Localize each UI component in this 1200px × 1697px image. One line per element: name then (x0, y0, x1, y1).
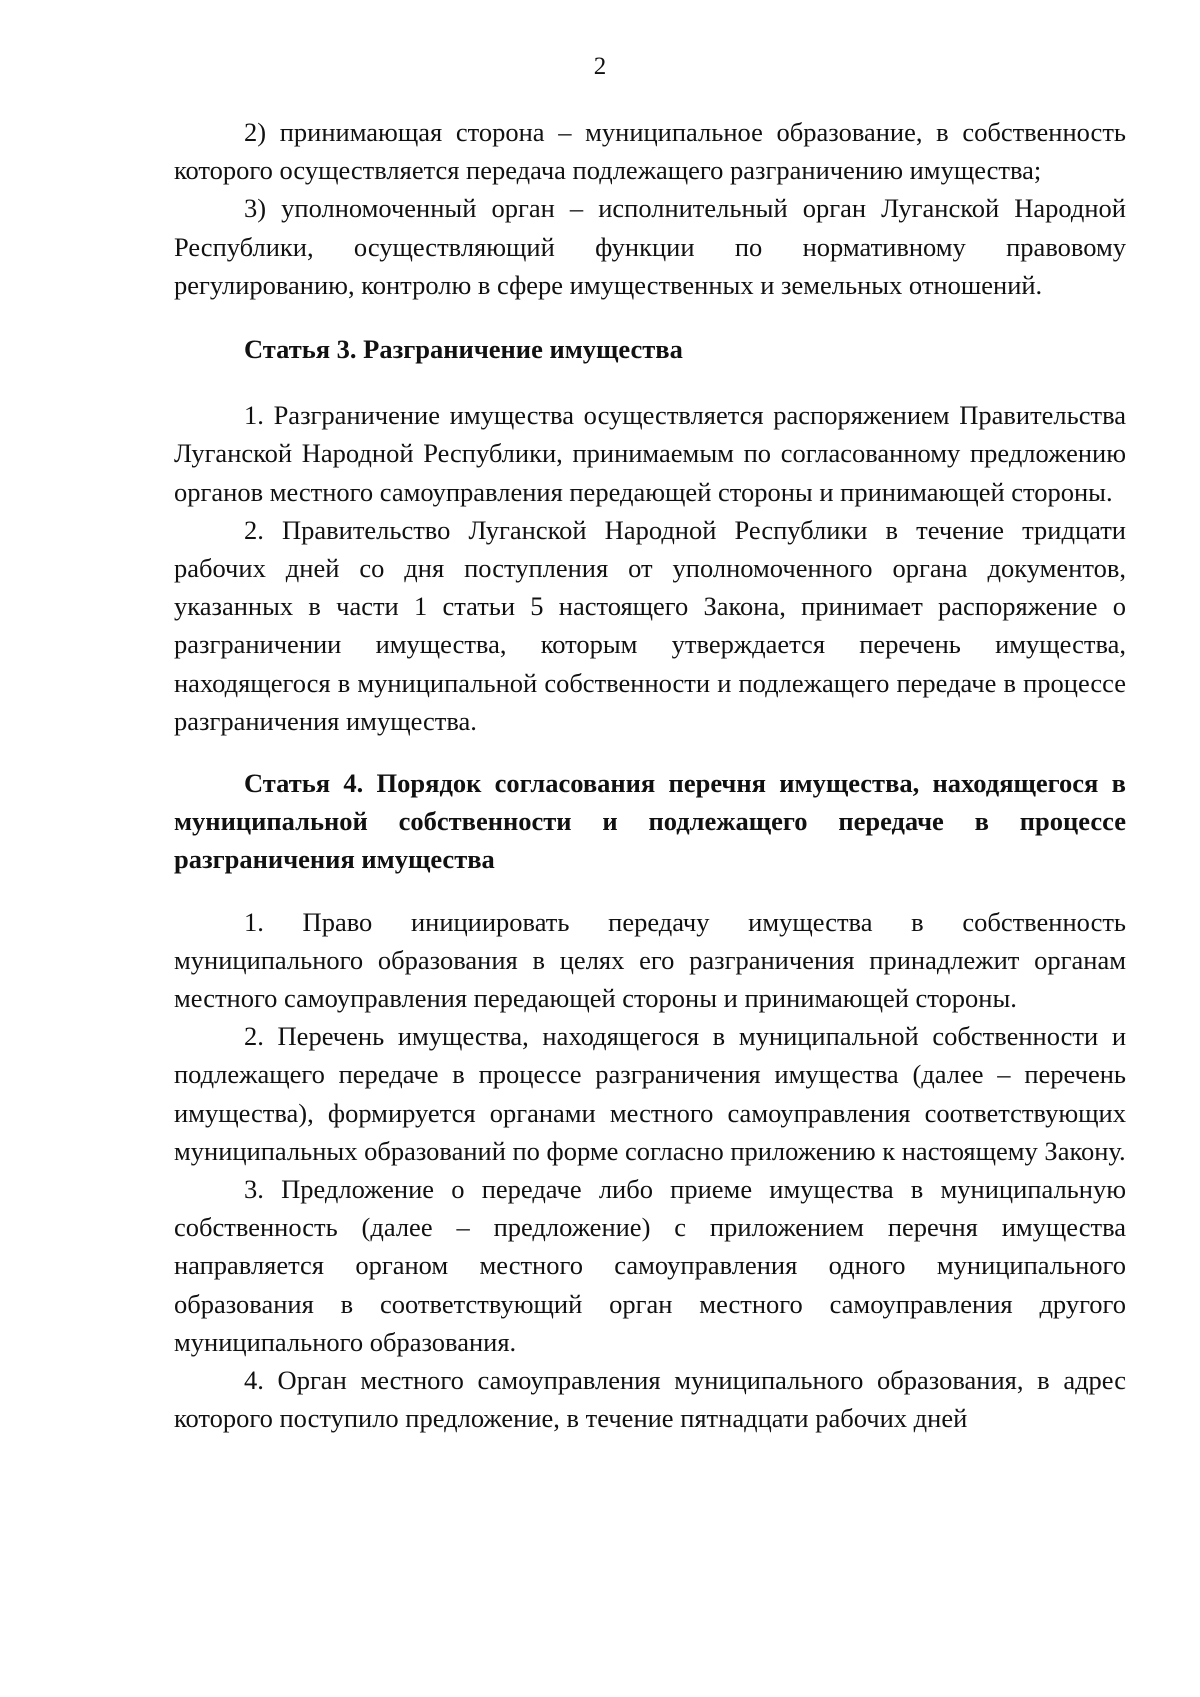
article-4-paragraph-3: 3. Предложение о передаче либо приеме имущества в муниципальную собственность (далее – предложение) с приложением перечня имущества направляется органом местного самоуправления одного муниципального образования в соответствующий орган местного самоуправления другого муниципального образования. (174, 1174, 1126, 1357)
article-3-paragraph-2: 2. Правительство Луганской Народной Республики в течение тридцати рабочих дней со дня поступления от уполномоченного органа документов, указанных в части 1 статьи 5 настоящего Закона, принимает распоряжение о разграничении имущества, которым утверждается перечень имущества, находящегося в муниципальной собственности и подлежащего передаче в процессе разграничения имущества. (174, 514, 1126, 736)
article-4-paragraph-2: 2. Перечень имущества, находящегося в муниципальной собственности и подлежащего передаче в процессе разграничения имущества (далее – перечень имущества), формируется органами местного самоуправления соответствующих муниципальных образований по форме согласно приложению к настоящему Закону. (174, 1021, 1126, 1166)
article-3-heading: Статья 3. Разграничение имущества (244, 334, 683, 365)
document-body (174, 113, 1126, 1438)
article-4-paragraph-4: 4. Орган местного самоуправления муниципального образования, в адрес которого поступило предложение, в течение пятнадцати рабочих дней (174, 1365, 1126, 1434)
article-4-heading: Статья 4. Порядок согласования перечня имущества, находящегося в муниципальной собственности и подлежащего передаче в процессе разграничения имущества (174, 768, 1126, 875)
paragraph-receiving-party: 2) принимающая сторона – муниципальное образование, в собственность которого осуществляется передача подлежащего разграничению имущества; (174, 117, 1126, 186)
article-3-paragraph-1: 1. Разграничение имущества осуществляется распоряжением Правительства Луганской Народной Республики, принимаемым по согласованному предложению органов местного самоуправления передающей стороны и принимающей стороны. (174, 400, 1126, 507)
page-number: 2 (593, 53, 607, 80)
article-4-paragraph-1: 1. Право инициировать передачу имущества в собственность муниципального образования в целях его разграничения принадлежит органам местного самоуправления передающей стороны и принимающей стороны. (174, 906, 1126, 1014)
paragraph-authorized-body: 3) уполномоченный орган – исполнительный орган Луганской Народной Республики, осуществляющий функции по нормативному правовому регулированию, контролю в сфере имущественных и земельных отношений. (174, 193, 1126, 300)
